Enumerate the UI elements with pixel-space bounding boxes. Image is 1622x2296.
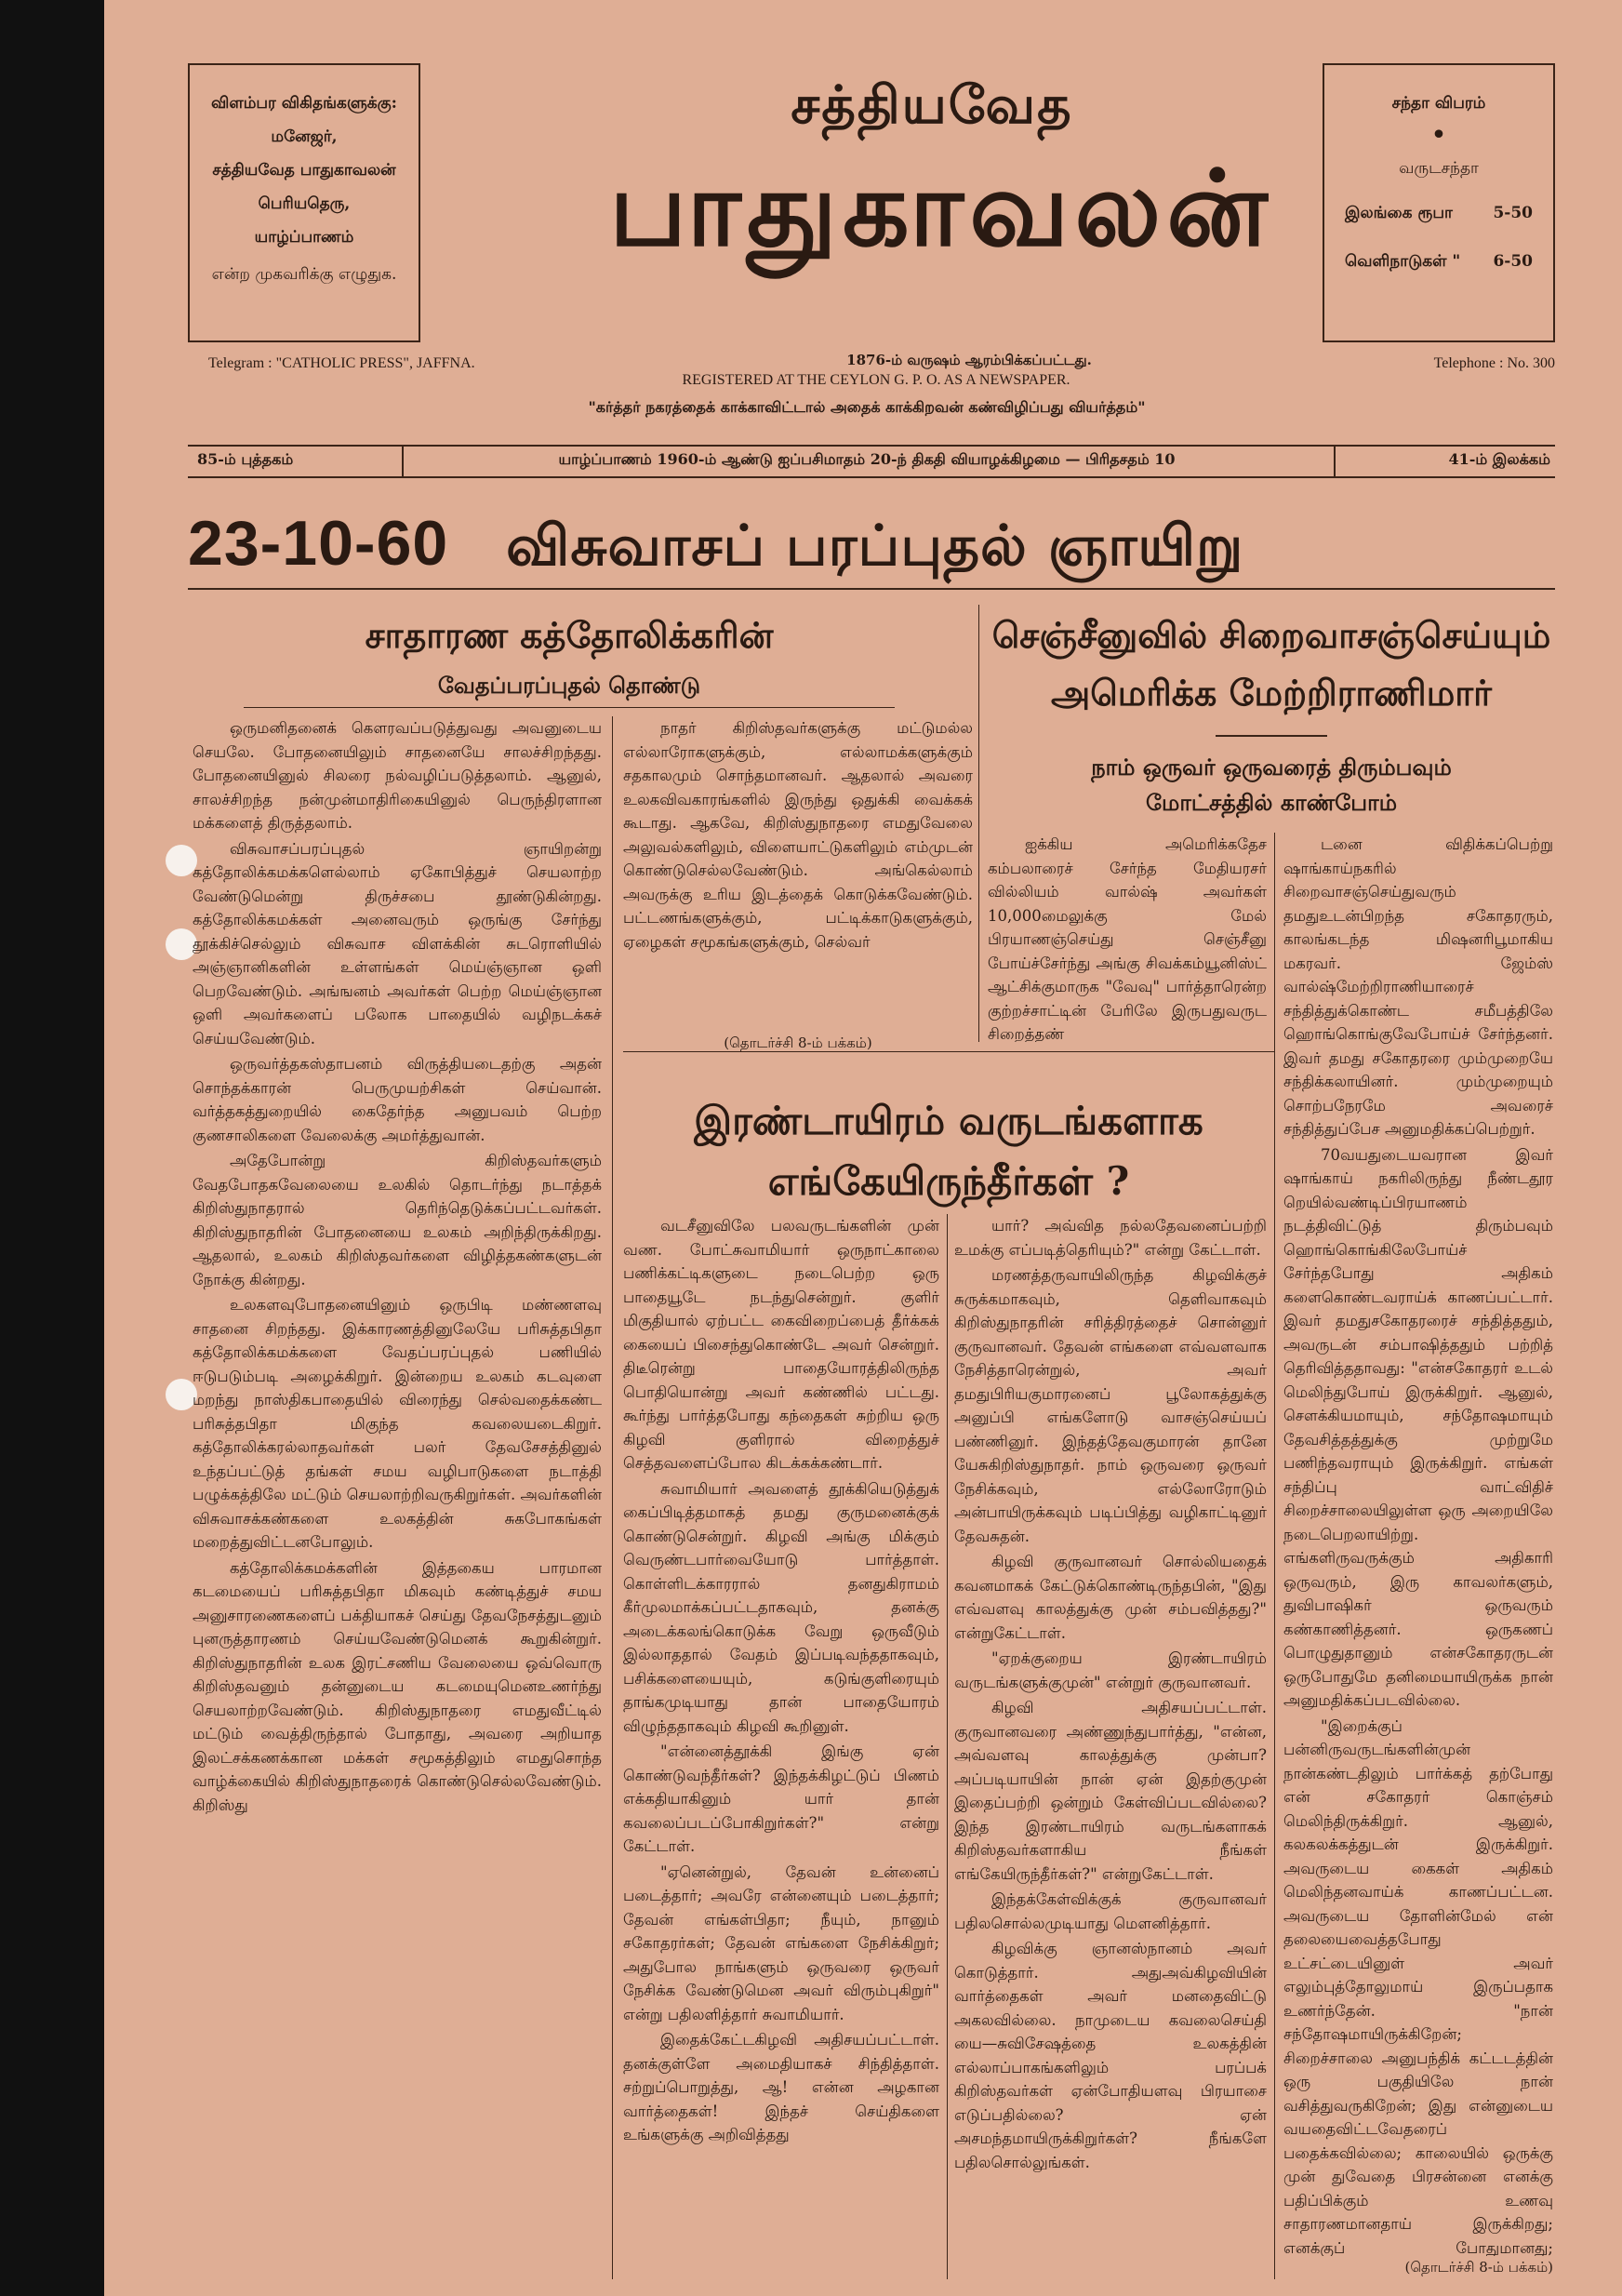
article1-col1-paragraph: ஒருமனிதனைக் கௌரவப்படுத்துவது அவனுடைய செயலே. போதனையிலும் சாதனையே சாலச்சிறந்தது. போதனையினுல் சிலரை நல்வழிப்படுத்தலாம். ஆனுல், சாலச்சிறந்த நன்முன்மாதிரிகையினுல் பெருந்திரளான மக்களைத் திருத்தலாம். xyxy=(193,719,602,832)
article1-col1-paragraph: விசுவாசப்பரப்புதல் ஞாயிறன்று கத்தோலிக்கமக்களெல்லாம் ஏகோபித்துச் செயலாற்ற வேண்டுமென்று திருச்சபை தூண்டுகின்றது. கத்தோலிக்கமக்கள் அனைவரும் ஒருங்கு சேர்ந்து தூக்கிச்செல்லும் விசுவாச விளக்கின் சுடரொளியில் அஞ்ஞானிகளின் உள்ளங்கள் மெய்ஞ்ஞான ஒளி பெறவேண்டும். அங்ஙனம் அவர்கள் பெற்ற மெய்ஞ்ஞான ஒளி அவர்களைப் பலோக பாதையில் வழிநடக்கச் செய்யவேண்டும். xyxy=(193,839,602,1048)
subscription-local-value: 5-50 xyxy=(1493,204,1533,222)
motto-line: "கர்த்தர் நகரத்தைக் காக்காவிட்டால் அதைக் காக்கிறவன் கண்விழிப்பது வியர்த்தம்" xyxy=(588,398,1146,416)
article3-col2-paragraph: "ஏறக்குறைய இரண்டாயிரம் வருடங்களுக்குமுன்" என்றுர் குருவானவர். xyxy=(954,1649,1267,1691)
article2-column1 xyxy=(988,833,1267,1042)
article3-column1 xyxy=(623,1214,939,2279)
dateline-divider-left xyxy=(402,445,404,478)
subscription-row-foreign xyxy=(1324,227,1553,275)
article1-title-rule xyxy=(244,707,895,708)
headline-text: விசுவாசப் பரப்புதல் ஞாயிறு xyxy=(506,514,1244,579)
ad-line-4: பெரியதெரு, xyxy=(258,194,351,213)
ad-line-3: சத்தியவேத பாதுகாவலன் xyxy=(212,161,396,180)
dateline-top-rule xyxy=(188,445,1555,447)
article2-col2-paragraph: "இறைக்குப் பன்னிருவருடங்களின்முன் நான்கண்டதிலும் பார்க்கத் தற்போது என் சகோதரர் கொஞ்சம் மெலிந்திருக்கிறுர். ஆனுல், கலகலக்கத்துடன் இருக்கிறுர். அவருடைய கைகள் அதிகம் மெலிந்தனவாய்க் காணப்பட்டன. அவருடைய தோளின்மேல் என் தலையைவைத்தபோது உட்சட்டையினுள் அவர் எலும்புத்தோலுமாய் இருப்பதாக உணர்ந்தேன். "நான் சந்தோஷமாயிருக்கிறேன்; சிறைச்சாலை அனுபந்திக் கட்டடத்தின் ஒரு பகுதியிலே நான் வசித்துவருகிறேன்; இது என்னுடைய வயதைவிட்டவேதரைப் பதைக்கவில்லை; காலையில் ஒருக்கு முன் துவேதை பிரசன்னை எனக்கு பதிப்பிக்கும் உணவு சாதாரணமானதாய் இருக்கிறது; எனக்குப் போதுமானது; xyxy=(1283,1716,1553,2256)
masthead-title-line2: பாதுகாவலன் xyxy=(609,148,1273,270)
article3-col1-paragraph: சுவாமியார் அவளைத் தூக்கியெடுத்துக் கைப்பிடித்தமாகத் தமது குருமனைக்குக் கொண்டுசென்றுர். கிழவி அங்கு மிக்கும் வெருண்டபார்வையோடு பார்த்தாள். கொள்ளிடக்காரரால் தனதுகிராமம் கீர்முலமாக்கப்பட்டதாகவும், தனக்கு அடைக்கலங்கொடுக்க வேறு ஒருவீடும் இல்லாததால் வேதம் இப்படிவந்ததாகவும், பசிக்களையையும், கடுங்குளிரையும் தாங்கமுடியாது தான் பாதையோரம் விழுந்ததாகவும் கிழவி கூறினுள். xyxy=(623,1479,939,1735)
article2-col1-paragraph: ஐக்கிய அமெரிக்கதேச கம்பலாரைச் சேர்ந்த மேதியரசர் வில்லியம் வால்ஷ் அவர்கள் 10,000மைலுக்கு மேல் பிரயாணஞ்செய்து செஞ்சீனு போய்ச்சேர்ந்து அங்கு சிவக்கம்யூனிஸ்ட் ஆட்சிக்குமாருக "வேவு" பார்த்தாரென்ற குற்றச்சாட்டின் பேரிலே இருபதுவருட சிறைத்தண் xyxy=(988,835,1267,1042)
article3-title-line1: இரண்டாயிரம் வருடங்களாக xyxy=(694,1098,1203,1143)
article3-col2-paragraph: கிழவிக்கு ஞானஸ்நானம் அவர் கொடுத்தார். அதுஅவ்கிழவியின் வார்த்தைகள் அவர் மனதைவிட்டு அகலவில்லை. நாமுடைய கவலைசெய்தி யை—சுவிசேஷத்தை உலகத்தின் எல்லாப்பாகங்களிலும் பரப்பக் கிறிஸ்தவர்கள் ஏன்போதியளவு பிரயாசை எடுப்பதில்லை? ஏன் அசமந்தமாயிருக்கிறுர்கள்? நீங்களே பதிலசொல்லுங்கள். xyxy=(954,1940,1267,2171)
article2-col2-paragraph: 70வயதுடையவரான இவர் ஷாங்காய் நகரிலிருந்து நீண்டதூர றெயில்வண்டிப்பிரயாணம் நடத்திவிட்டுத் திரும்பவும் ஹொங்கொங்கிலேபோய்ச் சேர்ந்தபோது அதிகம் களைகொண்டவராய்க் காணப்பட்டார். இவர் தமதுசகோதரரைச் சந்தித்ததும், அவருடன் சம்பாஷித்ததும் பற்றித் தெரிவித்ததாவது: "என்சகோதரர் உடல் மெலிந்துபோய் இருக்கிறுர். ஆனுல், சௌக்கியமாயும், சந்தோஷமாயும் தேவசித்தத்துக்கு முற்றுமே பணிந்தவராயும் இருக்கிறுர். எங்கள் சந்திப்பு வாட்விதிச் சிறைச்சாலையிலுள்ள ஒரு அறையிலே நடைபெறலாயிற்று. எங்களிருவருக்கும் அதிகாரி ஒருவரும், இரு காவலர்களும், துவிபாஷிகர் ஒருவரும் கண்காணித்தனர். ஒருகணப் பொழுதுதானும் என்சகோதரருடன் ஒருபோதுமே தனிமையாயிருக்க நான் அனுமதிக்கப்படவில்லை. xyxy=(1283,1145,1553,1709)
article1-continued: (தொடர்ச்சி 8-ம் பக்கம்) xyxy=(724,1035,872,1051)
article3-col2-paragraph: இந்தக்கேள்விக்குக் குருவானவர் பதிலசொல்லமுடியாது மௌனித்தார். xyxy=(954,1890,1267,1932)
article1-col2-paragraph: நாதர் கிறிஸ்தவர்களுக்கு மட்டுமல்ல எல்லாரோகளுக்கும், எல்லாமக்களுக்கும் சதகாலமும் சொந்தமானவர். ஆதலால் அவரை உலகவிவகாரங்களில் இருந்து ஒதுக்கி வைக்கக் கூடாது. ஆகவே, கிறிஸ்துநாதரை எமதுவேலை அலுவல்களிலும், விளையாட்டுகளிலும் எம்முடன் கொண்டுசெல்லவேண்டும். அங்கெல்லாம் அவருக்கு உரிய இடத்தைக் கொடுக்கவேண்டும். பட்டணங்களுக்கும், பட்டிக்காடுகளுக்கும், ஏழைகள் சமூகங்களுக்கும், செல்வர் xyxy=(623,719,973,951)
article1-col1-paragraph: உலகளவுபோதனையினும் ஒருபிடி மண்ணளவு சாதனை சிறந்தது. இக்காரணத்தினுலேயே பரிசுத்தபிதா கத்தோலிக்கமக்களை வேதப்பரப்புதல் பணியில் ஈடுபடும்படி அழைக்கிறுர். இன்றைய உலகம் கடவுளை மறந்து நாஸ்திகபாதையில் விரைந்து செல்வதைக்கண்ட பரிசுத்தபிதா மிகுந்த கவலையடைகிறுர். கத்தோலிக்கரல்லாதவர்கள் பலர் தேவசேசத்தினுல் உந்தப்பட்டுத் தங்கள் சமய வழிபாடுகளை நடாத்தி பழுக்கத்திலே மட்டும் செயலாற்றிவருகிறுர்கள். அவர்களின் விசுவாசக்கண்களை உலகத்தின் சுகபோகங்கள் மறைத்துவிட்டனபோலும். xyxy=(193,1296,602,1551)
issue-number: 41-ம் இலக்கம் xyxy=(1448,450,1550,468)
masthead-title-line1: சத்தியவேத xyxy=(791,74,1073,136)
dateline-divider-right xyxy=(1334,445,1336,478)
volume-number: 85-ம் புத்தகம் xyxy=(197,450,294,468)
article3-title-line2: எங்கேயிருந்தீர்கள் ? xyxy=(767,1158,1130,1204)
newspaper-page xyxy=(104,0,1622,2296)
article1-col1-paragraph: அதேபோன்று கிறிஸ்தவர்களும் வேதபோதகவேலையை உலகில் தொடர்ந்து நடாத்தக் கிறிஸ்துநாதரால் தெரிந்தெடுக்கப்பட்டவர்கள். கிறிஸ்துநாதரின் போதனையை உலகம் அறிந்திருக்கிறது. ஆதலால், உலகம் கிறிஸ்தவர்களை விழித்தகண்களுடன் நோக்கு கின்றது. xyxy=(193,1152,602,1288)
column-divider-4 xyxy=(947,1214,948,2279)
article3-col2-paragraph: கிழவி அதிசயப்பட்டாள். குருவானவரை அண்ணுந்துபார்த்து, "என்ன, அவ்வளவு காலத்துக்கு முன்பா? அப்படியாயின் நான் ஏன் இதற்குமுன் இதைப்பற்றி ஒன்றும் கேள்விப்படவில்லை? இந்த இரண்டாயிரம் வருடங்களாகக் கிறிஸ்தவர்களாகிய நீங்கள் எங்கேயிருந்தீர்கள்?" என்றுகேட்டாள். xyxy=(954,1699,1267,1883)
article2-title-line1: செஞ்சீனுவில் சிறைவாசஞ்செய்யும் xyxy=(991,614,1551,656)
article1-title: சாதாரண கத்தோலிக்கரின் xyxy=(365,614,774,656)
article2-col2-paragraph: டனை விதிக்கப்பெற்று ஷாங்காய்நகரில் சிறைவாசஞ்செய்துவரும் தமதுஉடன்பிறந்த சகோதரரும், காலங்கடந்த மிஷனரிபூமாகிய மகரவர். ஜேம்ஸ் வால்ஷ்மேற்றிராணியாரைச் சந்தித்துக்கொண்ட சமீபத்திலே ஹொங்கொங்குவேபோய்ச் சேர்ந்தனர். இவர் தமது சகோதரரை மும்முறையே சந்திக்கலாயினர். மும்முறையும் சொற்பநேரமே அவரைச் சந்தித்துப்பேச அனுமதிக்கப்பெற்றுர். xyxy=(1283,835,1553,1138)
headline-date: 23-10-60 xyxy=(188,508,449,579)
article3-col1-paragraph: "ஏனென்றுல், தேவன் உன்னைப் படைத்தார்; அவரே என்னையும் படைத்தார்; தேவன் எங்கள்பிதா; நீயும், நானும் சகோதரர்கள்; தேவன் எங்களை நேசிக்கிறுர்; அதுபோல நாங்களும் ஒருவரை ஒருவர் நேசிக்க வேண்டுமென அவர் விரும்புகிறுர்" என்று பதிலளித்தார் சுவாமியார். xyxy=(623,1862,939,2023)
main-headline xyxy=(188,507,1546,586)
column-divider-1 xyxy=(612,716,613,2279)
column-divider-2 xyxy=(978,605,979,1042)
subscription-box xyxy=(1323,63,1555,342)
telegram-line: Telegram : "CATHOLIC PRESS", JAFFNA. xyxy=(208,355,475,371)
article3-col2-paragraph: கிழவி குருவானவர் சொல்லியதைக் கவனமாகக் கேட்டுக்கொண்டிருந்தபின், "இது எவ்வளவு காலத்துக்கு முன் சம்பவித்தது?" என்றுகேட்டாள். xyxy=(954,1553,1267,1642)
telephone-line: Telephone : No. 300 xyxy=(1433,355,1555,371)
subscription-foreign-label: வெளிநாடுகள் " xyxy=(1345,252,1461,271)
article2-continued: (தொடர்ச்சி 8-ம் பக்கம்) xyxy=(1404,2259,1553,2276)
ad-line-2: மனேஜர், xyxy=(271,127,338,146)
ad-line-1: விளம்பர விகிதங்களுக்கு: xyxy=(211,94,397,113)
article2-title-line2: அமெரிக்க மேற்றிராணிமார் xyxy=(1051,672,1492,714)
founded-line: 1876-ம் வருஷம் ஆரம்பிக்கப்பட்டது. xyxy=(846,352,1092,368)
article3-col1-paragraph: வடசீனுவிலே பலவருடங்களின் முன் வண. போட்சுவாமியார் ஒருநாட்காலை பணிக்கட்டிகளுடை நடைபெற்ற ஒரு பாதையூடே நடந்துசென்றுர். குளிர் மிகுதியால் ஏற்பட்ட கைவிறைப்பைத் தீர்க்கக் கையைப் பிசைந்துகொண்டே அவர் சென்றுர். திடீரென்று பாதையோரத்திலிருந்த பொதியொன்று அவர் கண்ணில் பட்டது. கூர்ந்து பார்த்தபோது கந்தைகள் சுற்றிய ஒரு கிழவி குளிரால் விறைத்துச் செத்தவளைப்போல கிடக்கக்கண்டார். xyxy=(623,1217,939,1472)
registered-line: REGISTERED AT THE CEYLON G. P. O. AS A NEWSPAPER. xyxy=(682,372,1070,388)
article3-col2-paragraph: மரணத்தருவாயிலிருந்த கிழவிக்குச் சுருக்கமாகவும், தெளிவாகவும் கிறிஸ்துநாதரின் சரித்திரத்தைச் சொன்னுர் குருவானவர். தேவன் எங்களை எவ்வளவாக நேசித்தாரென்றுல், அவர் தமதுபிரியகுமாரனைப் பூலோகத்துக்கு அனுப்பி எங்களோடு வாசஞ்செய்யப் பண்ணினுர். இந்தத்தேவகுமாரன் தானே யேசுகிறிஸ்துநாதர். நாம் ஒருவரை ஒருவர் நேசிக்கவும், எல்லோரோடும் அன்பாயிருக்கவும் படிப்பித்து வழிகாட்டினுர் தேவசுதன். xyxy=(954,1266,1267,1545)
subscription-bullet: • xyxy=(1430,119,1447,152)
subscription-subheading: வருடசந்தா xyxy=(1399,159,1479,178)
column-divider-3 xyxy=(1274,833,1275,2279)
advertising-rates-box xyxy=(188,63,420,342)
article3-top-rule xyxy=(623,1051,1274,1052)
article3-col2-paragraph: யார்? அவ்வித நல்லதேவனைப்பற்றி உமக்கு எப்படித்தெரியும்?" என்று கேட்டாள். xyxy=(954,1217,1267,1259)
article2-column2 xyxy=(1283,833,1553,2256)
article1-subtitle: வேதப்பரப்புதல் தொண்டு xyxy=(437,672,701,699)
article1-col1-paragraph: கத்தோலிக்கமக்களின் இத்தகைய பாரமான கடமையைப் பரிசுத்தபிதா மிகவும் கண்டித்துச் சமய அனுசாரணைகளைப் பக்தியாகச் செய்து தேவநேசத்துடனும் புனருத்தாரணம் செய்யவேண்டுமெனக் கூறுகின்றுர். கிறிஸ்துநாதரின் உலக இரட்சணிய வேலையை ஒவ்வொரு கிறிஸ்தவனும் தன்னுடைய கடமையுமெனஉணர்ந்து செயலாற்றவேண்டும். கிறிஸ்துநாதரை எமதுவீட்டில் மட்டும் வைத்திருந்தால் போதாது, அவரை அறியாத இலட்சக்கணக்கான மக்கள் சமூகத்திலும் எமதுசொந்த வாழ்க்கையில் கிறிஸ்துநாதரைக் கொண்டுசெல்லவேண்டும். கிறிஸ்து xyxy=(193,1558,602,1814)
ad-line-6: என்ற முகவரிக்கு எழுதுக. xyxy=(211,265,397,284)
subscription-heading: சந்தா விபரம் xyxy=(1391,94,1486,113)
subscription-foreign-value: 6-50 xyxy=(1493,252,1533,271)
article2-subtitle-line2: மோட்சத்தில் காண்போம் xyxy=(1145,789,1398,816)
article3-col1-paragraph: இதைக்கேட்டகிழவி அதிசயப்பட்டாள். தனக்குள்ளே அமைதியாகச் சிந்தித்தாள். சற்றுப்பொறுத்து, ஆ! என்ன அழகான வார்த்தைகள்! இந்தச் செய்திகளை உங்களுக்கு அறிவித்தது xyxy=(623,2031,939,2143)
issue-date: யாழ்ப்பாணம் 1960-ம் ஆண்டு ஐப்பசிமாதம் 20-ந் திகதி வியாழக்கிழமை — பிரிதசதம் 10 xyxy=(558,450,1176,468)
article1-column2 xyxy=(623,716,973,1033)
subscription-row-local xyxy=(1324,182,1553,227)
subscription-local-label: இலங்கை ரூபா xyxy=(1345,204,1453,222)
article2-subtitle-line1: நாம் ஒருவர் ஒருவரைத் திரும்பவும் xyxy=(1091,754,1452,781)
ad-line-5: யாழ்ப்பாணம் xyxy=(254,228,354,247)
article3-column2 xyxy=(954,1214,1267,2279)
article1-column1 xyxy=(193,716,602,2279)
headline-rule xyxy=(188,588,1555,590)
article2-title-rule xyxy=(1216,735,1327,737)
dateline-bottom-rule xyxy=(188,476,1555,478)
article3-col1-paragraph: "என்னைத்தூக்கி இங்கு ஏன் கொண்டுவந்தீர்கள்? இந்தக்கிழட்டுப் பிணம் எக்கதியாகினும் யார் தான் கவலைப்படப்போகிறுர்கள்?" என்று கேட்டாள். xyxy=(623,1742,939,1855)
article1-col1-paragraph: ஒருவர்த்தகஸ்தாபனம் விருத்தியடைதற்கு அதன் சொந்தக்காரன் பெருமுயற்சிகள் செய்வான். வர்த்தகத்துறையில் கைதேர்ந்த அனுபவம் பெற்ற குணசாலிகளை வேலைக்கு அமர்த்துவான். xyxy=(193,1055,602,1144)
